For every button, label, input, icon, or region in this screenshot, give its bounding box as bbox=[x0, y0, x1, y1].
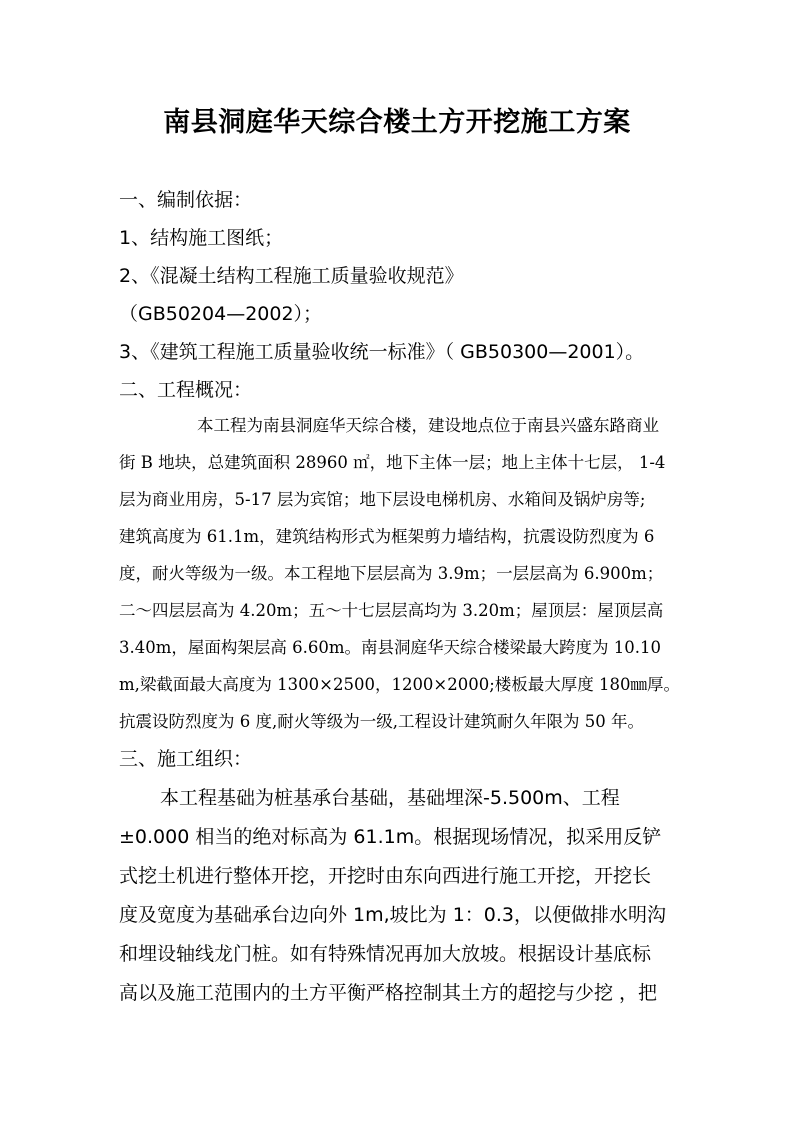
basis-item: 2、《混凝土结构工程施工质量验收规范》 bbox=[119, 265, 464, 287]
basis-item: 3、《建筑工程施工质量验收统一标准》（ GB50300—2001）。 bbox=[119, 341, 645, 363]
organization-line: 度及宽度为基础承台边向外 1m,坡比为 1：0.3，以便做排水明沟 bbox=[119, 904, 667, 926]
overview-line: 建筑高度为 61.1m，建筑结构形式为框架剪力墙结构，抗震设防烈度为 6 bbox=[119, 527, 655, 546]
section-heading-basis: 一、编制依据： bbox=[119, 189, 253, 211]
overview-line: 街 B 地块，总建筑面积 28960 ㎡，地下主体一层；地上主体十七层， 1-4 bbox=[119, 453, 666, 472]
basis-item: （GB50204—2002）； bbox=[119, 303, 323, 325]
overview-line: 本工程为南县洞庭华天综合楼，建设地点位于南县兴盛东路商业 bbox=[197, 416, 659, 435]
organization-line: ±0.000 相当的绝对标高为 61.1m。根据现场情况，拟采用反铲 bbox=[119, 826, 662, 848]
overview-line: 抗震设防烈度为 6 度,耐火等级为一级,工程设计建筑耐久年限为 50 年。 bbox=[119, 712, 644, 731]
organization-line: 和埋设轴线龙门桩。如有特殊情况再加大放坡。根据设计基底标 bbox=[119, 943, 652, 965]
section-heading-overview: 二、工程概况： bbox=[119, 379, 253, 401]
overview-line: m,梁截面最大高度为 1300×2500，1200×2000;楼板最大厚度 180㎜厚。 bbox=[119, 675, 681, 694]
overview-line: 二～四层层高为 4.20m；五～十七层层高均为 3.20m；屋顶层：屋顶层高 bbox=[119, 601, 664, 620]
organization-line: 本工程基础为桩基承台基础，基础埋深-5.500m、工程 bbox=[160, 787, 620, 809]
organization-line: 高以及施工范围内的土方平衡严格控制其土方的超挖与少挖 ，把 bbox=[119, 982, 658, 1004]
overview-line: 度，耐火等级为一级。本工程地下层层高为 3.9m；一层层高为 6.900m； bbox=[119, 564, 664, 583]
document-title: 南县洞庭华天综合楼土方开挖施工方案 bbox=[163, 107, 631, 138]
basis-item: 1、结构施工图纸； bbox=[119, 227, 284, 249]
overview-line: 3.40m，屋面构架层高 6.60m。南县洞庭华天综合楼梁最大跨度为 10.10 bbox=[119, 638, 661, 657]
overview-line: 层为商业用房，5-17 层为宾馆；地下层设电梯机房、水箱间及锅炉房等; bbox=[119, 490, 646, 509]
organization-line: 式挖土机进行整体开挖，开挖时由东向西进行施工开挖，开挖长 bbox=[119, 865, 652, 887]
section-heading-organization: 三、施工组织： bbox=[119, 748, 253, 770]
